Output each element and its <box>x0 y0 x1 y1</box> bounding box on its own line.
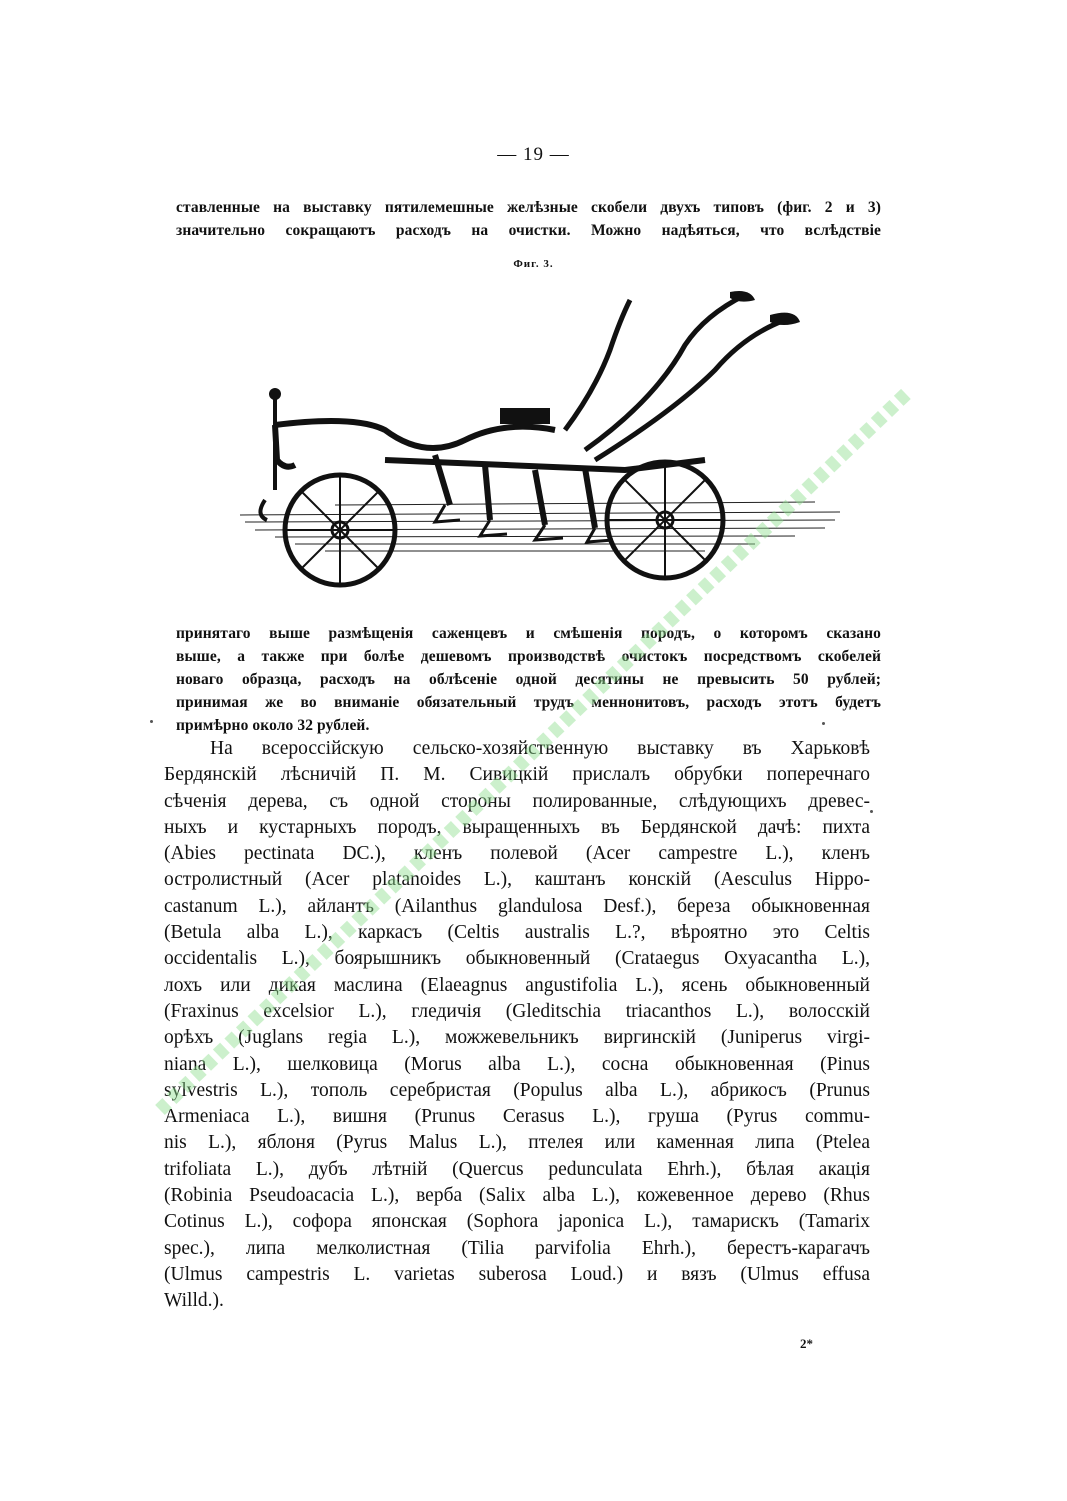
text-line: принятаго выше размѣщенія саженцевъ и смѣшенія породъ, о которомъ сказано <box>176 625 881 642</box>
text-line: лохъ или дикая маслина (Elaeagnus angustifolia L.), ясень обыкновенный <box>164 974 870 996</box>
top-paragraph <box>176 196 881 242</box>
text-line: сѣченія дерева, съ одной стороны полированные, слѣдующихъ древес- <box>164 790 870 812</box>
page-number: — 19 — <box>497 144 570 165</box>
text-line: новаго образца, расходъ на облѣсеніе одной десятины не превысить 50 рублей; <box>176 671 881 688</box>
paragraph-after-figure <box>176 622 881 737</box>
figure-caption: Фиг. 3. <box>513 258 554 270</box>
cultivator-drawing-icon <box>235 290 845 590</box>
margin-dot <box>822 722 825 725</box>
text-line: орѣхъ (Juglans regia L.), можжевельникъ виргинскій (Juniperus virgi- <box>164 1027 870 1049</box>
text-line: castanum L.), айлантъ (Ailanthus glandulosa Desf.), береза обыкновенная <box>164 895 870 917</box>
text-line: примѣрно около 32 рублей. <box>176 717 370 734</box>
text-line: Cotinus L.), софора японская (Sophora japonica L.), тамарискъ (Tamarix <box>164 1211 870 1233</box>
text-line: (Robinia Pseudoacacia L.), верба (Salix alba L.), кожевенное дерево (Rhus <box>164 1185 870 1207</box>
text-line: принимая же во вниманіе обязательный трудъ меннонитовъ, расходъ этотъ будетъ <box>176 694 881 711</box>
text-line: Armeniaca L.), вишня (Prunus Cerasus L.), груша (Pyrus commu- <box>164 1106 870 1128</box>
text-line: nis L.), яблоня (Pyrus Malus L.), птелея или каменная липа (Ptelea <box>164 1132 870 1154</box>
text-line: выше, а также при болѣе дешевомъ производствѣ очистокъ посредствомъ скобелей <box>176 648 881 665</box>
figure-illustration <box>235 290 845 590</box>
text-line: (Ulmus campestris L. varietas suberosa Loud.) и вязъ (Ulmus effusa <box>164 1263 870 1285</box>
margin-dot <box>150 720 153 723</box>
text-line: (Abies pectinata DC.), кленъ полевой (Acer campestre L.), кленъ <box>164 843 870 865</box>
main-paragraph <box>164 736 870 1315</box>
text-line: Willd.). <box>164 1290 224 1312</box>
text-line: (Betula alba L.), каркасъ (Celtis australis L.?, вѣроятно это Celtis <box>164 922 870 944</box>
text-line: occidentalis L.), боярышникъ обыкновенный (Crataegus Oxyacantha L.), <box>164 948 870 970</box>
text-line: niana L.), шелковица (Morus alba L.), сосна обыкновенная (Pinus <box>164 1053 870 1075</box>
text-line: (Fraxinus excelsior L.), гледичія (Gleditschia triacanthos L.), волосскій <box>164 1000 870 1022</box>
text-line: spec.), липа мелколистная (Tilia parvifolia Ehrh.), берестъ-карагачъ <box>164 1237 870 1259</box>
margin-dot <box>870 810 873 813</box>
signature-mark: 2* <box>800 1336 813 1351</box>
text-line: ныхъ и кустарныхъ породъ, выращенныхъ въ Бердянской дачѣ: пихта <box>164 816 870 838</box>
text-line: остролистный (Acer platanoides L.), каштанъ конскій (Aesculus Hippo- <box>164 869 870 891</box>
text-line: На всероссійскую сельско-хозяйственную выставку въ Харьковѣ <box>210 738 870 759</box>
text-line: ставленные на выставку пятилемешные желѣзные скобели двухъ типовъ (фиг. 2 и 3) <box>176 199 881 216</box>
text-line: trifoliata L.), дубъ лѣтній (Quercus pedunculata Ehrh.), бѣлая акація <box>164 1158 870 1180</box>
text-line: sylvestris L.), тополь серебристая (Populus alba L.), абрикосъ (Prunus <box>164 1079 870 1101</box>
text-line: Бердянскій лѣсничій П. М. Сивицкій прислалъ обрубки поперечнаго <box>164 764 870 786</box>
text-line: значительно сокращаютъ расходъ на очистки. Можно надѣяться, что вслѣдствіе <box>176 222 881 239</box>
